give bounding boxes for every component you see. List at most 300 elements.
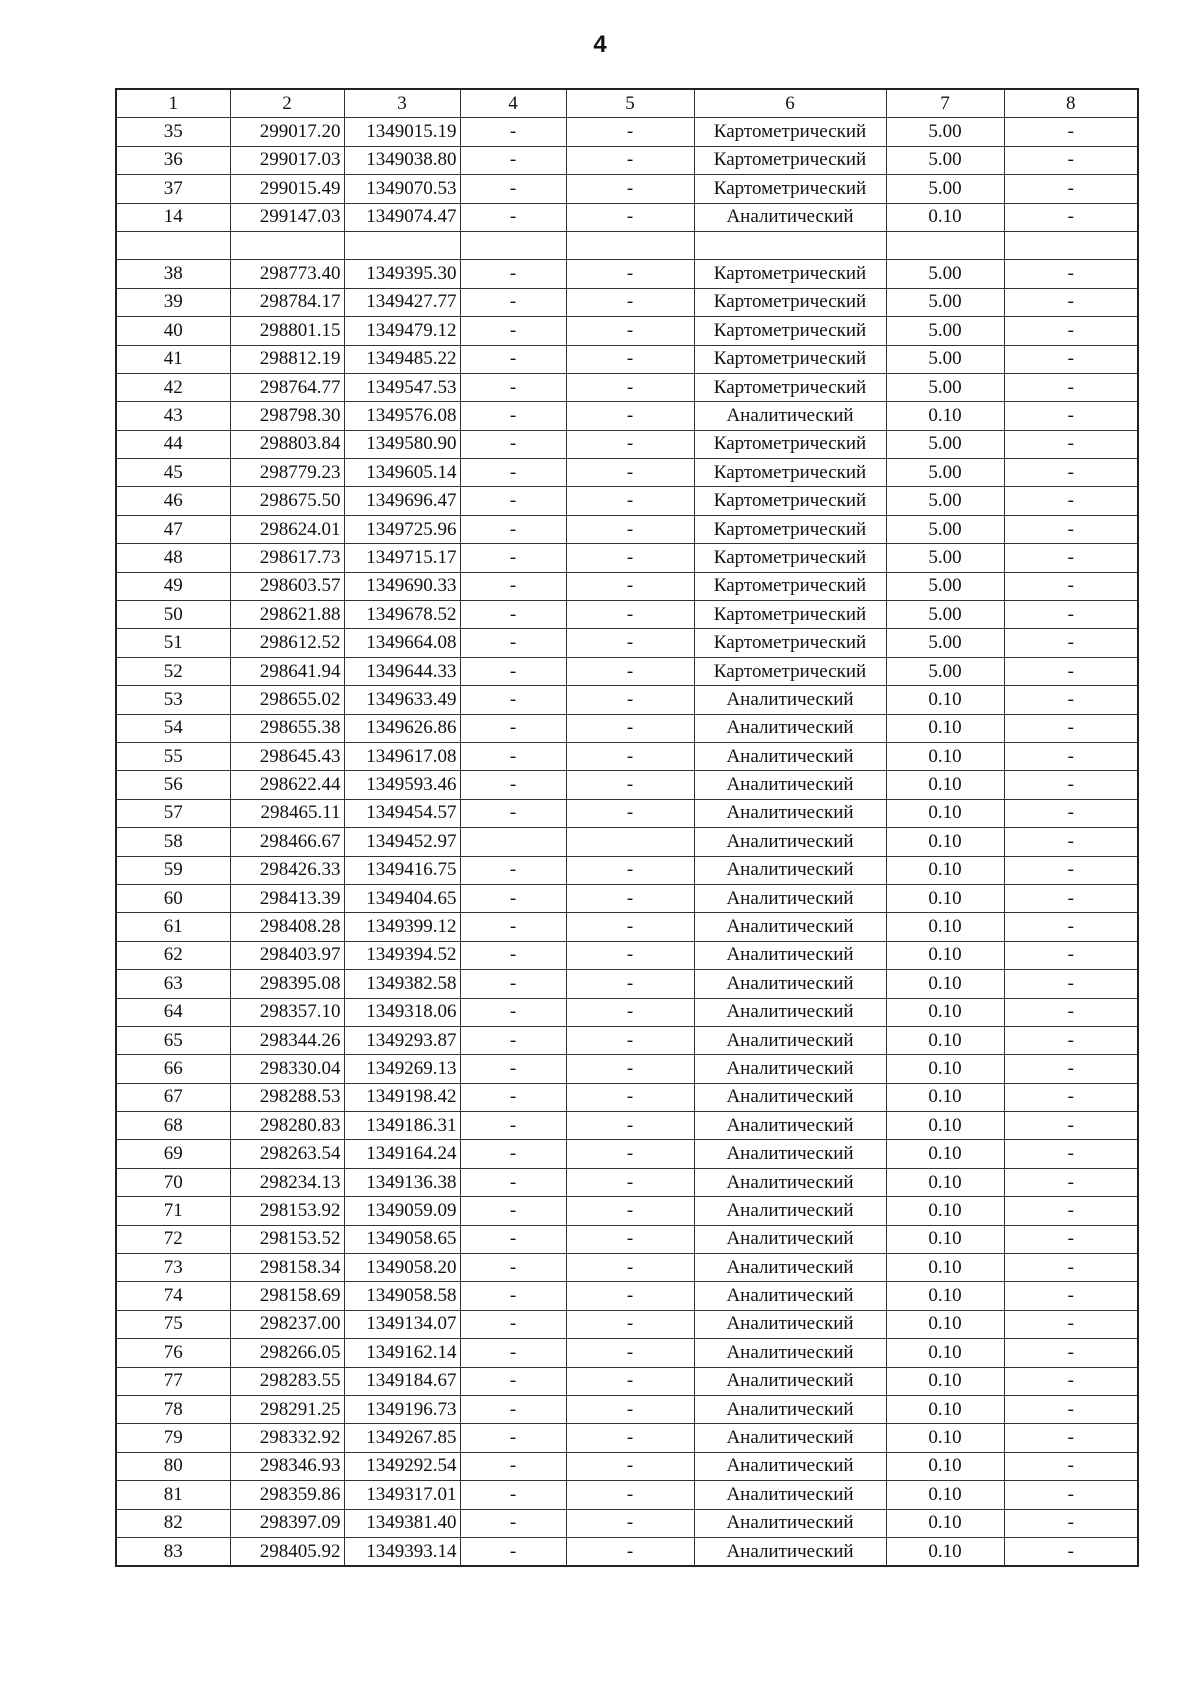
- column-8-cell: -: [1004, 1254, 1138, 1282]
- column-5-cell: -: [566, 1168, 694, 1196]
- column-8-cell: -: [1004, 856, 1138, 884]
- column-4-cell: -: [460, 1083, 566, 1111]
- x-coordinate-cell: 298346.93: [230, 1452, 344, 1480]
- method-cell: Картометрический: [694, 572, 886, 600]
- column-4-cell: -: [460, 657, 566, 685]
- accuracy-cell: 5.00: [886, 288, 1004, 316]
- y-coordinate-cell: 1349626.86: [344, 714, 460, 742]
- column-4-cell: -: [460, 1026, 566, 1054]
- accuracy-cell: 5.00: [886, 544, 1004, 572]
- method-cell: Аналитический: [694, 856, 886, 884]
- accuracy-cell: 0.10: [886, 998, 1004, 1026]
- table-row: [116, 913, 1138, 941]
- column-4-cell: -: [460, 515, 566, 543]
- table-row: [116, 1452, 1138, 1480]
- column-4-cell: -: [460, 345, 566, 373]
- x-coordinate-cell: 298621.88: [230, 601, 344, 629]
- table-row: [116, 856, 1138, 884]
- column-8-cell: -: [1004, 601, 1138, 629]
- column-8-cell: -: [1004, 146, 1138, 174]
- column-5-cell: -: [566, 856, 694, 884]
- x-coordinate-cell: 298266.05: [230, 1339, 344, 1367]
- column-4-cell: -: [460, 260, 566, 288]
- method-cell: Картометрический: [694, 288, 886, 316]
- method-cell: Аналитический: [694, 799, 886, 827]
- table-row: [116, 146, 1138, 174]
- y-coordinate-cell: 1349644.33: [344, 657, 460, 685]
- column-5-cell: -: [566, 1395, 694, 1423]
- column-8-cell: -: [1004, 799, 1138, 827]
- column-8-cell: -: [1004, 686, 1138, 714]
- column-4-cell: -: [460, 1254, 566, 1282]
- column-8-cell: -: [1004, 203, 1138, 231]
- table-row: [116, 544, 1138, 572]
- column-5-cell: -: [566, 345, 694, 373]
- accuracy-cell: 0.10: [886, 1225, 1004, 1253]
- method-cell: Аналитический: [694, 771, 886, 799]
- x-coordinate-cell: 298153.92: [230, 1197, 344, 1225]
- accuracy-cell: 5.00: [886, 345, 1004, 373]
- accuracy-cell: 0.10: [886, 856, 1004, 884]
- x-coordinate-cell: 298413.39: [230, 884, 344, 912]
- column-5-cell: -: [566, 913, 694, 941]
- column-4-cell: -: [460, 714, 566, 742]
- accuracy-cell: 0.10: [886, 686, 1004, 714]
- table-row: [116, 1225, 1138, 1253]
- column-5-cell: -: [566, 288, 694, 316]
- accuracy-cell: 0.10: [886, 402, 1004, 430]
- column-4-cell: -: [460, 686, 566, 714]
- column-4-cell: -: [460, 998, 566, 1026]
- table-row: [116, 1339, 1138, 1367]
- column-5-cell: -: [566, 742, 694, 770]
- point-number-cell: 75: [116, 1310, 230, 1338]
- x-coordinate-cell: 298237.00: [230, 1310, 344, 1338]
- column-8-cell: -: [1004, 941, 1138, 969]
- method-cell: Аналитический: [694, 1537, 886, 1566]
- column-8-cell: -: [1004, 657, 1138, 685]
- column-4-cell: -: [460, 1112, 566, 1140]
- column-4-cell: -: [460, 1197, 566, 1225]
- column-5-cell: -: [566, 146, 694, 174]
- method-cell: Аналитический: [694, 828, 886, 856]
- column-5-cell: -: [566, 601, 694, 629]
- column-5-cell: -: [566, 771, 694, 799]
- point-number-cell: 62: [116, 941, 230, 969]
- y-coordinate-cell: 1349184.67: [344, 1367, 460, 1395]
- method-cell: Аналитический: [694, 1452, 886, 1480]
- accuracy-cell: 0.10: [886, 1339, 1004, 1367]
- y-coordinate-cell: 1349427.77: [344, 288, 460, 316]
- accuracy-cell: 0.10: [886, 1083, 1004, 1111]
- y-coordinate-cell: 1349267.85: [344, 1424, 460, 1452]
- y-coordinate-cell: 1349292.54: [344, 1452, 460, 1480]
- point-number-cell: 74: [116, 1282, 230, 1310]
- x-coordinate-cell: 298465.11: [230, 799, 344, 827]
- table-row: [116, 742, 1138, 770]
- table-row: [116, 1197, 1138, 1225]
- x-coordinate-cell: 298803.84: [230, 430, 344, 458]
- column-5-cell: -: [566, 487, 694, 515]
- column-5-cell: -: [566, 686, 694, 714]
- method-cell: Картометрический: [694, 629, 886, 657]
- y-coordinate-cell: 1349485.22: [344, 345, 460, 373]
- x-coordinate-cell: 298280.83: [230, 1112, 344, 1140]
- method-cell: Аналитический: [694, 1112, 886, 1140]
- accuracy-cell: 0.10: [886, 1197, 1004, 1225]
- column-4-cell: -: [460, 1452, 566, 1480]
- column-4-cell: -: [460, 1395, 566, 1423]
- x-coordinate-cell: 298426.33: [230, 856, 344, 884]
- y-coordinate-cell: 1349269.13: [344, 1055, 460, 1083]
- x-coordinate-cell: 299015.49: [230, 175, 344, 203]
- column-4-cell: -: [460, 317, 566, 345]
- column-4-cell: -: [460, 175, 566, 203]
- column-4-cell: -: [460, 459, 566, 487]
- y-coordinate-cell: 1349404.65: [344, 884, 460, 912]
- x-coordinate-cell: 298812.19: [230, 345, 344, 373]
- column-4-cell: -: [460, 1509, 566, 1537]
- accuracy-cell: 5.00: [886, 430, 1004, 458]
- accuracy-cell: 0.10: [886, 1367, 1004, 1395]
- column-5-cell: -: [566, 175, 694, 203]
- column-8-cell: -: [1004, 629, 1138, 657]
- point-number-cell: 49: [116, 572, 230, 600]
- table-row: [116, 345, 1138, 373]
- x-coordinate-cell: 298773.40: [230, 260, 344, 288]
- accuracy-cell: 5.00: [886, 515, 1004, 543]
- column-4-cell: -: [460, 601, 566, 629]
- column-4-cell: -: [460, 203, 566, 231]
- table-row: [116, 1168, 1138, 1196]
- table-row: [116, 1509, 1138, 1537]
- point-number-cell: 52: [116, 657, 230, 685]
- method-cell: Аналитический: [694, 714, 886, 742]
- y-coordinate-cell: 1349186.31: [344, 1112, 460, 1140]
- column-5-cell: -: [566, 970, 694, 998]
- accuracy-cell: 5.00: [886, 373, 1004, 401]
- point-number-cell: 63: [116, 970, 230, 998]
- table-row: [116, 203, 1138, 231]
- header-cell: 6: [694, 89, 886, 118]
- column-8-cell: -: [1004, 175, 1138, 203]
- point-number-cell: 46: [116, 487, 230, 515]
- y-coordinate-cell: 1349074.47: [344, 203, 460, 231]
- column-4-cell: -: [460, 402, 566, 430]
- column-8-cell: -: [1004, 742, 1138, 770]
- column-8-cell: -: [1004, 970, 1138, 998]
- column-5-cell: -: [566, 203, 694, 231]
- table-row: [116, 118, 1138, 146]
- accuracy-cell: 0.10: [886, 1282, 1004, 1310]
- x-coordinate-cell: 298288.53: [230, 1083, 344, 1111]
- table-header-row: [116, 89, 1138, 118]
- point-number-cell: 48: [116, 544, 230, 572]
- y-coordinate-cell: 1349617.08: [344, 742, 460, 770]
- y-coordinate-cell: 1349479.12: [344, 317, 460, 345]
- y-coordinate-cell: 1349633.49: [344, 686, 460, 714]
- table-row: [116, 1310, 1138, 1338]
- table-row: [116, 828, 1138, 856]
- point-number-cell: 58: [116, 828, 230, 856]
- point-number-cell: 66: [116, 1055, 230, 1083]
- point-number-cell: [116, 231, 230, 259]
- y-coordinate-cell: 1349664.08: [344, 629, 460, 657]
- table-row: [116, 1424, 1138, 1452]
- column-4-cell: -: [460, 487, 566, 515]
- method-cell: Аналитический: [694, 998, 886, 1026]
- table-row: [116, 686, 1138, 714]
- column-4-cell: -: [460, 118, 566, 146]
- accuracy-cell: 0.10: [886, 1026, 1004, 1054]
- y-coordinate-cell: 1349690.33: [344, 572, 460, 600]
- column-4-cell: -: [460, 288, 566, 316]
- y-coordinate-cell: 1349134.07: [344, 1310, 460, 1338]
- column-8-cell: -: [1004, 884, 1138, 912]
- point-number-cell: 41: [116, 345, 230, 373]
- method-cell: Картометрический: [694, 601, 886, 629]
- column-8-cell: -: [1004, 373, 1138, 401]
- table-row: [116, 402, 1138, 430]
- y-coordinate-cell: 1349715.17: [344, 544, 460, 572]
- method-cell: Аналитический: [694, 686, 886, 714]
- table-row: [116, 601, 1138, 629]
- x-coordinate-cell: 298408.28: [230, 913, 344, 941]
- table-row: [116, 373, 1138, 401]
- y-coordinate-cell: 1349059.09: [344, 1197, 460, 1225]
- accuracy-cell: 0.10: [886, 884, 1004, 912]
- column-5-cell: -: [566, 118, 694, 146]
- point-number-cell: 80: [116, 1452, 230, 1480]
- table-row: [116, 231, 1138, 259]
- column-4-cell: -: [460, 913, 566, 941]
- column-5-cell: -: [566, 1225, 694, 1253]
- point-number-cell: 56: [116, 771, 230, 799]
- x-coordinate-cell: 298153.52: [230, 1225, 344, 1253]
- y-coordinate-cell: 1349395.30: [344, 260, 460, 288]
- column-5-cell: -: [566, 459, 694, 487]
- method-cell: Аналитический: [694, 742, 886, 770]
- column-5-cell: -: [566, 1509, 694, 1537]
- x-coordinate-cell: 298798.30: [230, 402, 344, 430]
- column-4-cell: -: [460, 799, 566, 827]
- method-cell: Картометрический: [694, 175, 886, 203]
- accuracy-cell: 0.10: [886, 1424, 1004, 1452]
- y-coordinate-cell: 1349580.90: [344, 430, 460, 458]
- y-coordinate-cell: 1349452.97: [344, 828, 460, 856]
- method-cell: Картометрический: [694, 544, 886, 572]
- table-row: [116, 1112, 1138, 1140]
- table-row: [116, 1083, 1138, 1111]
- y-coordinate-cell: 1349416.75: [344, 856, 460, 884]
- point-number-cell: 51: [116, 629, 230, 657]
- column-4-cell: -: [460, 1168, 566, 1196]
- method-cell: Аналитический: [694, 402, 886, 430]
- method-cell: Картометрический: [694, 487, 886, 515]
- accuracy-cell: 5.00: [886, 118, 1004, 146]
- accuracy-cell: 0.10: [886, 1537, 1004, 1566]
- column-5-cell: -: [566, 1055, 694, 1083]
- column-8-cell: -: [1004, 1367, 1138, 1395]
- accuracy-cell: 5.00: [886, 629, 1004, 657]
- y-coordinate-cell: 1349605.14: [344, 459, 460, 487]
- column-8-cell: -: [1004, 1452, 1138, 1480]
- method-cell: Аналитический: [694, 1282, 886, 1310]
- x-coordinate-cell: 298158.69: [230, 1282, 344, 1310]
- column-8-cell: -: [1004, 487, 1138, 515]
- table-row: [116, 430, 1138, 458]
- point-number-cell: 14: [116, 203, 230, 231]
- x-coordinate-cell: 298397.09: [230, 1509, 344, 1537]
- column-8-cell: -: [1004, 828, 1138, 856]
- accuracy-cell: 0.10: [886, 1112, 1004, 1140]
- column-8-cell: -: [1004, 544, 1138, 572]
- x-coordinate-cell: 299017.20: [230, 118, 344, 146]
- x-coordinate-cell: 298624.01: [230, 515, 344, 543]
- column-5-cell: -: [566, 1282, 694, 1310]
- column-8-cell: -: [1004, 913, 1138, 941]
- point-number-cell: 69: [116, 1140, 230, 1168]
- point-number-cell: 72: [116, 1225, 230, 1253]
- column-5-cell: -: [566, 657, 694, 685]
- point-number-cell: 67: [116, 1083, 230, 1111]
- table-row: [116, 487, 1138, 515]
- header-cell: 3: [344, 89, 460, 118]
- table-row: [116, 1140, 1138, 1168]
- column-5-cell: -: [566, 1310, 694, 1338]
- point-number-cell: 40: [116, 317, 230, 345]
- y-coordinate-cell: 1349318.06: [344, 998, 460, 1026]
- y-coordinate-cell: 1349164.24: [344, 1140, 460, 1168]
- column-4-cell: -: [460, 884, 566, 912]
- column-8-cell: -: [1004, 1168, 1138, 1196]
- accuracy-cell: 0.10: [886, 828, 1004, 856]
- header-cell: 1: [116, 89, 230, 118]
- point-number-cell: 60: [116, 884, 230, 912]
- point-number-cell: 53: [116, 686, 230, 714]
- table-row: [116, 1282, 1138, 1310]
- accuracy-cell: 0.10: [886, 1509, 1004, 1537]
- column-5-cell: -: [566, 317, 694, 345]
- method-cell: Аналитический: [694, 1254, 886, 1282]
- method-cell: Аналитический: [694, 913, 886, 941]
- x-coordinate-cell: 298655.02: [230, 686, 344, 714]
- accuracy-cell: 0.10: [886, 1254, 1004, 1282]
- y-coordinate-cell: 1349317.01: [344, 1481, 460, 1509]
- y-coordinate-cell: 1349393.14: [344, 1537, 460, 1566]
- page-number: 4: [593, 31, 607, 58]
- x-coordinate-cell: 298622.44: [230, 771, 344, 799]
- point-number-cell: 54: [116, 714, 230, 742]
- header-cell: 7: [886, 89, 1004, 118]
- table-row: [116, 1055, 1138, 1083]
- column-8-cell: -: [1004, 288, 1138, 316]
- accuracy-cell: 5.00: [886, 317, 1004, 345]
- method-cell: Аналитический: [694, 1197, 886, 1225]
- point-number-cell: 57: [116, 799, 230, 827]
- point-number-cell: 83: [116, 1537, 230, 1566]
- accuracy-cell: 0.10: [886, 203, 1004, 231]
- point-number-cell: 55: [116, 742, 230, 770]
- accuracy-cell: 0.10: [886, 1055, 1004, 1083]
- method-cell: Аналитический: [694, 1225, 886, 1253]
- table-row: [116, 515, 1138, 543]
- accuracy-cell: 0.10: [886, 771, 1004, 799]
- column-4-cell: -: [460, 1481, 566, 1509]
- point-number-cell: 44: [116, 430, 230, 458]
- table-row: [116, 1254, 1138, 1282]
- method-cell: Картометрический: [694, 373, 886, 401]
- point-number-cell: 73: [116, 1254, 230, 1282]
- table-row: [116, 1395, 1138, 1423]
- x-coordinate-cell: 298645.43: [230, 742, 344, 770]
- column-4-cell: -: [460, 146, 566, 174]
- table-row: [116, 459, 1138, 487]
- point-number-cell: 36: [116, 146, 230, 174]
- accuracy-cell: 0.10: [886, 1481, 1004, 1509]
- x-coordinate-cell: 298158.34: [230, 1254, 344, 1282]
- accuracy-cell: 0.10: [886, 1140, 1004, 1168]
- method-cell: Аналитический: [694, 1026, 886, 1054]
- x-coordinate-cell: 298466.67: [230, 828, 344, 856]
- x-coordinate-cell: 298612.52: [230, 629, 344, 657]
- column-5-cell: -: [566, 799, 694, 827]
- column-4-cell: -: [460, 941, 566, 969]
- y-coordinate-cell: 1349058.58: [344, 1282, 460, 1310]
- method-cell: Аналитический: [694, 1339, 886, 1367]
- method-cell: Аналитический: [694, 970, 886, 998]
- column-8-cell: -: [1004, 1310, 1138, 1338]
- column-8-cell: -: [1004, 1339, 1138, 1367]
- point-number-cell: 42: [116, 373, 230, 401]
- column-5-cell: -: [566, 1140, 694, 1168]
- accuracy-cell: 0.10: [886, 1168, 1004, 1196]
- x-coordinate-cell: 298234.13: [230, 1168, 344, 1196]
- column-8-cell: -: [1004, 572, 1138, 600]
- method-cell: Картометрический: [694, 146, 886, 174]
- y-coordinate-cell: 1349162.14: [344, 1339, 460, 1367]
- y-coordinate-cell: 1349547.53: [344, 373, 460, 401]
- method-cell: Аналитический: [694, 1140, 886, 1168]
- x-coordinate-cell: 298357.10: [230, 998, 344, 1026]
- column-8-cell: -: [1004, 118, 1138, 146]
- y-coordinate-cell: 1349678.52: [344, 601, 460, 629]
- column-4-cell: -: [460, 1225, 566, 1253]
- y-coordinate-cell: 1349070.53: [344, 175, 460, 203]
- column-8-cell: -: [1004, 1395, 1138, 1423]
- column-8-cell: -: [1004, 1112, 1138, 1140]
- column-4-cell: -: [460, 1424, 566, 1452]
- method-cell: Аналитический: [694, 1395, 886, 1423]
- column-8-cell: -: [1004, 1481, 1138, 1509]
- column-8-cell: -: [1004, 515, 1138, 543]
- x-coordinate-cell: 298801.15: [230, 317, 344, 345]
- method-cell: Аналитический: [694, 1367, 886, 1395]
- column-4-cell: -: [460, 1055, 566, 1083]
- y-coordinate-cell: 1349381.40: [344, 1509, 460, 1537]
- y-coordinate-cell: 1349394.52: [344, 941, 460, 969]
- table-row: [116, 1367, 1138, 1395]
- y-coordinate-cell: 1349058.65: [344, 1225, 460, 1253]
- y-coordinate-cell: 1349576.08: [344, 402, 460, 430]
- x-coordinate-cell: [230, 231, 344, 259]
- table-row: [116, 941, 1138, 969]
- method-cell: Аналитический: [694, 1310, 886, 1338]
- method-cell: Картометрический: [694, 657, 886, 685]
- table-row: [116, 572, 1138, 600]
- accuracy-cell: 5.00: [886, 601, 1004, 629]
- table-row: [116, 317, 1138, 345]
